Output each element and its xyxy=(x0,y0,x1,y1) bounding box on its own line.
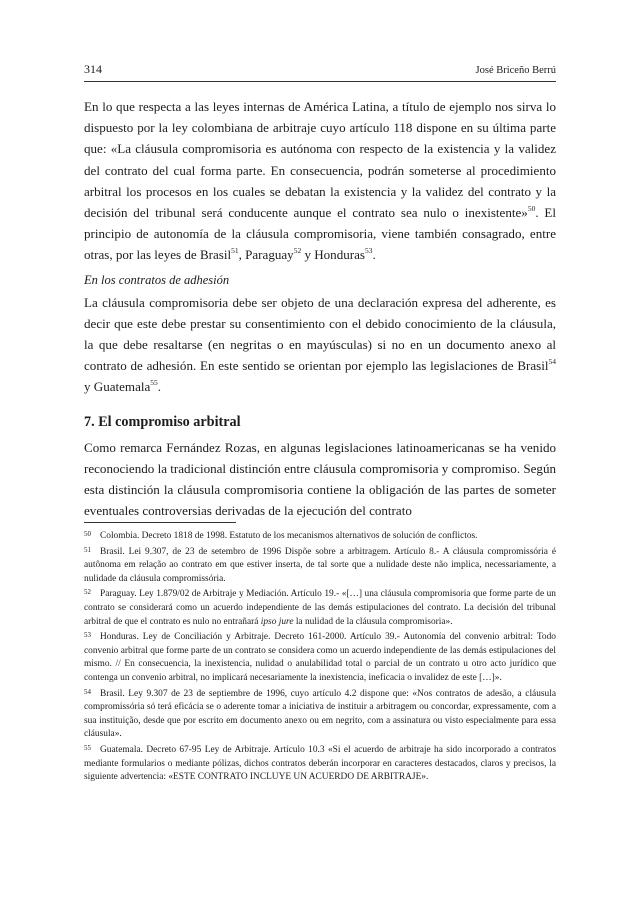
footnote-text: Brasil. Ley 9.307 de 23 de septiembre de 1996, cuyo artículo 4.2 dispone que: «Nos contratos de adesão, a cláusula compromissória só terá eficácia se o aderente tomar a iniciativa de instituir a arbitragem ou concordar, expressamente, com a sua instituição, desde que por escrito em documento anexo ou em negrito, com a assinatura ou visto especialmente para essa cláusula». xyxy=(84,688,556,740)
footnote-italic: ipso jure xyxy=(260,616,294,627)
footnote-number: 50 xyxy=(84,530,91,538)
text-segment: . El principio de autonomía de la cláusula compromisoria, viene también consagrado, entre otras, por las leyes de Brasil xyxy=(84,205,556,263)
main-text xyxy=(84,96,556,521)
page-number: 314 xyxy=(84,62,102,76)
footnote-ref-53[interactable]: 53 xyxy=(364,246,373,256)
footnote-text: Colombia. Decreto 1818 de 1998. Estatuto de los mecanismos alternativos de solución de conflictos. xyxy=(100,531,478,541)
footnote-ref-54[interactable]: 54 xyxy=(548,356,556,366)
footnote-ref-50[interactable]: 50 xyxy=(527,203,536,213)
footnote-ref-55[interactable]: 55 xyxy=(150,378,158,388)
text-segment: . xyxy=(157,379,162,395)
footnote-text: Honduras. Ley de Conciliación y Arbitraje. Decreto 161-2000. Artículo 39.- Autonomía del convenio arbitral: Todo convenio arbitral que forme parte de un contrato se considera como un acuerdo independiente de las demás estipulaciones del mismo. // En consecuencia, la inexistencia, nulidad o anulabilidad total o parcial de un contrato u otro acto jurídico que contenga un convenio arbitral, no implicará necesariamente la inexistencia, ineficacia o invalidez de este […]». xyxy=(84,632,556,683)
text-segment: . xyxy=(372,247,376,263)
paragraph-adhesion xyxy=(84,292,556,398)
paragraph-autonomy xyxy=(84,96,556,266)
footnote-51 xyxy=(84,544,556,587)
running-header xyxy=(84,62,556,82)
footnote-ref-51[interactable]: 51 xyxy=(231,246,239,256)
footnote-52 xyxy=(84,586,556,629)
paragraph-compromiso: Como remarca Fernández Rozas, en algunas legislaciones latinoamericanas se ha venido reconociendo la tradicional distinción entre cláusula compromisoria y compromiso. Según esta distinción la cláusula compromisoria contiene la obligación de las partes de someter eventuales controversias derivadas de la ejecución del contrato xyxy=(84,439,556,519)
footnote-number: 53 xyxy=(84,631,91,640)
footnote-54 xyxy=(84,686,556,742)
footnote-ref-52[interactable]: 52 xyxy=(293,246,302,256)
text-segment: , Paraguay xyxy=(238,247,294,263)
footnotes xyxy=(84,528,556,785)
footnote-divider xyxy=(84,522,236,523)
footnote-text: Paraguay. Ley 1.879/02 de Arbitraje y Mediación. Artículo 19.- «[…] una cláusula compromisoria que forme parte de un contrato se considerará como un acuerdo independiente de las demás estipulaciones del contrato. La decisión del tribunal arbitral de que el contrato es nulo no entrañará xyxy=(84,589,556,627)
footnote-number: 52 xyxy=(84,588,91,597)
footnote-number: 55 xyxy=(84,743,91,752)
footnote-number: 54 xyxy=(84,687,91,696)
page-content xyxy=(84,62,556,525)
section-title: 7. El compromiso arbitral xyxy=(84,413,241,430)
subheading-adhesion: En los contratos de adhesión xyxy=(84,272,230,287)
footnote-53 xyxy=(84,629,556,685)
running-author: José Briceño Berrú xyxy=(475,65,556,76)
footnote-text: Guatemala. Decreto 67-95 Ley de Arbitraje. Artículo 10.3 «Si el acuerdo de arbitraje ha sido incorporado a contratos mediante formularios o mediante pólizas, dichos contratos deberán incorporar en caracteres destacados, claros y precisos, la siguiente advertencia: «ESTE CONTRATO INCLUYE UN ACUERDO DE ARBITRAJE». xyxy=(84,744,556,783)
footnote-number: 51 xyxy=(84,545,91,554)
footnote-text: Brasil. Lei 9.307, de 23 de setembro de 1996 Dispõe sobre a arbitragem. Artículo 8.- A cláusula compromissória é autônoma em relação ao contrato em que estiver inserta, de tal sorte que a nulidade deste não implica, necessariamente, a nulidade da cláusula compromissória. xyxy=(84,546,556,584)
text-segment: y Guatemala xyxy=(84,379,151,395)
text-segment: y Honduras xyxy=(301,247,365,263)
footnote-50 xyxy=(84,528,556,544)
footnote-text: la nulidad de la cláusula compromisoria». xyxy=(293,616,453,627)
text-segment: En lo que respecta a las leyes internas de América Latina, a título de ejemplo nos sirva lo dispuesto por la ley colombiana de arbitraje cuyo artículo 118 dispone en su última parte que: «La cláusula compromisoria es autónoma con respecto de la existencia y la validez del contrato del cual forma parte. En consecuencia, podrán someterse al procedimiento arbitral los procesos en los cuales se debatan la existencia y la validez del contrato y la decisión del tribunal será conducente aunque el contrato sea nulo o inexistente» xyxy=(84,99,556,221)
text-segment: La cláusula compromisoria debe ser objeto de una declaración expresa del adherente, es decir que este debe prestar su consentimiento con el debido conocimiento de la cláusula, la que debe resaltarse (en negritas o en mayúsculas) si no en un documento anexo al contrato de adhesión. En este sentido se orientan por ejemplo las legislaciones de Brasil xyxy=(84,294,556,374)
footnote-55 xyxy=(84,742,556,785)
